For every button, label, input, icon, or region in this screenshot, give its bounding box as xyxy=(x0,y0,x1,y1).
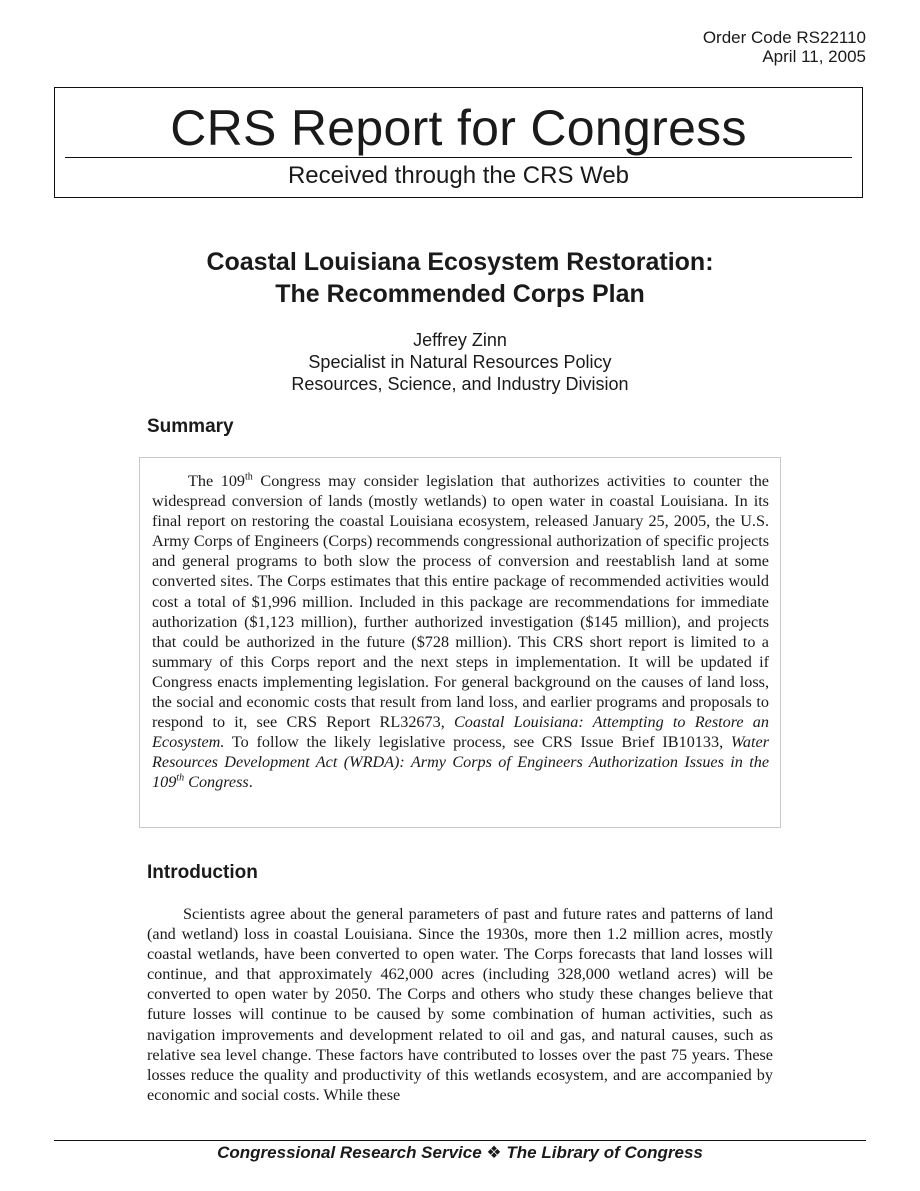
report-title xyxy=(100,246,820,310)
footer-crs: Congressional Research Service xyxy=(217,1143,482,1162)
footer-loc: The Library of Congress xyxy=(506,1143,703,1162)
summary-superscript-2: th xyxy=(176,773,185,785)
footer xyxy=(0,1143,920,1163)
masthead-divider xyxy=(65,157,852,158)
order-code: Order Code RS22110 xyxy=(702,28,866,47)
summary-citation-brief: Water Resources Development Act (WRDA): Army Corps of Engineers Authorization Issues in the 109 xyxy=(152,733,769,792)
footer-divider xyxy=(54,1140,866,1141)
summary-superscript-1: th xyxy=(245,471,253,483)
author-name: Jeffrey Zinn xyxy=(413,330,507,350)
summary-text-end: . xyxy=(248,773,253,792)
masthead-subtitle: Received through the CRS Web xyxy=(287,162,630,189)
summary-citation-brief-end: Congress xyxy=(184,773,249,792)
report-title-line-2: The Recommended Corps Plan xyxy=(275,280,645,308)
masthead-box xyxy=(54,87,863,198)
summary-heading: Summary xyxy=(147,416,234,437)
diamond-separator-icon: ❖ xyxy=(486,1143,502,1162)
report-date: April 11, 2005 xyxy=(762,47,866,66)
author-block xyxy=(150,329,770,395)
summary-text-body: Congress may consider legislation that authorizes activities to counter the widespread conversion of lands (mostly wetlands) to open water in coastal Louisiana. In its final report on restoring the coastal Louisiana ecosystem, released January 25, 2005, the U.S. Army Corps of Engineers (Corps) recommends congressional authorization of specific projects and general programs to both slow the process of conversion and reestablish land at some converted sites. The Corps estimates that this entire package of recommended activities would cost a total of $1,996 million. Included in this package are recommendations for immediate authorization ($1,123 million), further authorized investigation ($145 million), and projects that could be authorized in the future ($728 million). This CRS short report is limited to a summary of this Corps report and the next steps in implementation. It will be updated if Congress enacts implementing legislation. For general background on the causes of land loss, the social and economic costs that result from land loss, and earlier programs and proposals to respond to it, see CRS Report RL32673, xyxy=(152,472,769,732)
introduction-paragraph: Scientists agree about the general parameters of past and future rates and patterns of land (and wetland) loss in coastal Louisiana. Since the 1930s, more then 1.2 million acres, mostly coastal wetlands, have been converted to open water. The Corps forecasts that land losses will continue, and that approximately 462,000 acres (including 328,000 wetland acres) will be converted to open water by 2050. The Corps and others who study these changes believe that future losses will continue to be caused by some combination of human activities, such as navigation improvements and development related to oil and gas, and natural causes, such as relative sea level change. These factors have contributed to losses over the past 75 years. These losses reduce the quality and productivity of this wetlands ecosystem, and are accompanied by economic and social costs. While these xyxy=(147,905,773,1104)
summary-paragraph xyxy=(152,471,769,793)
summary-text-start: The 109 xyxy=(188,472,246,490)
summary-box xyxy=(139,457,781,828)
introduction-heading: Introduction xyxy=(147,862,258,883)
masthead-title: CRS Report for Congress xyxy=(170,100,747,156)
report-title-line-1: Coastal Louisiana Ecosystem Restoration: xyxy=(206,248,714,276)
author-division: Resources, Science, and Industry Division xyxy=(291,374,629,394)
summary-text-mid: To follow the likely legislative process, see CRS Issue Brief IB10133, xyxy=(224,733,731,752)
summary-citation-report: Coastal Louisiana: Attempting to Restore an Ecosystem. xyxy=(152,713,769,752)
order-info xyxy=(703,28,866,66)
author-title: Specialist in Natural Resources Policy xyxy=(308,352,612,372)
